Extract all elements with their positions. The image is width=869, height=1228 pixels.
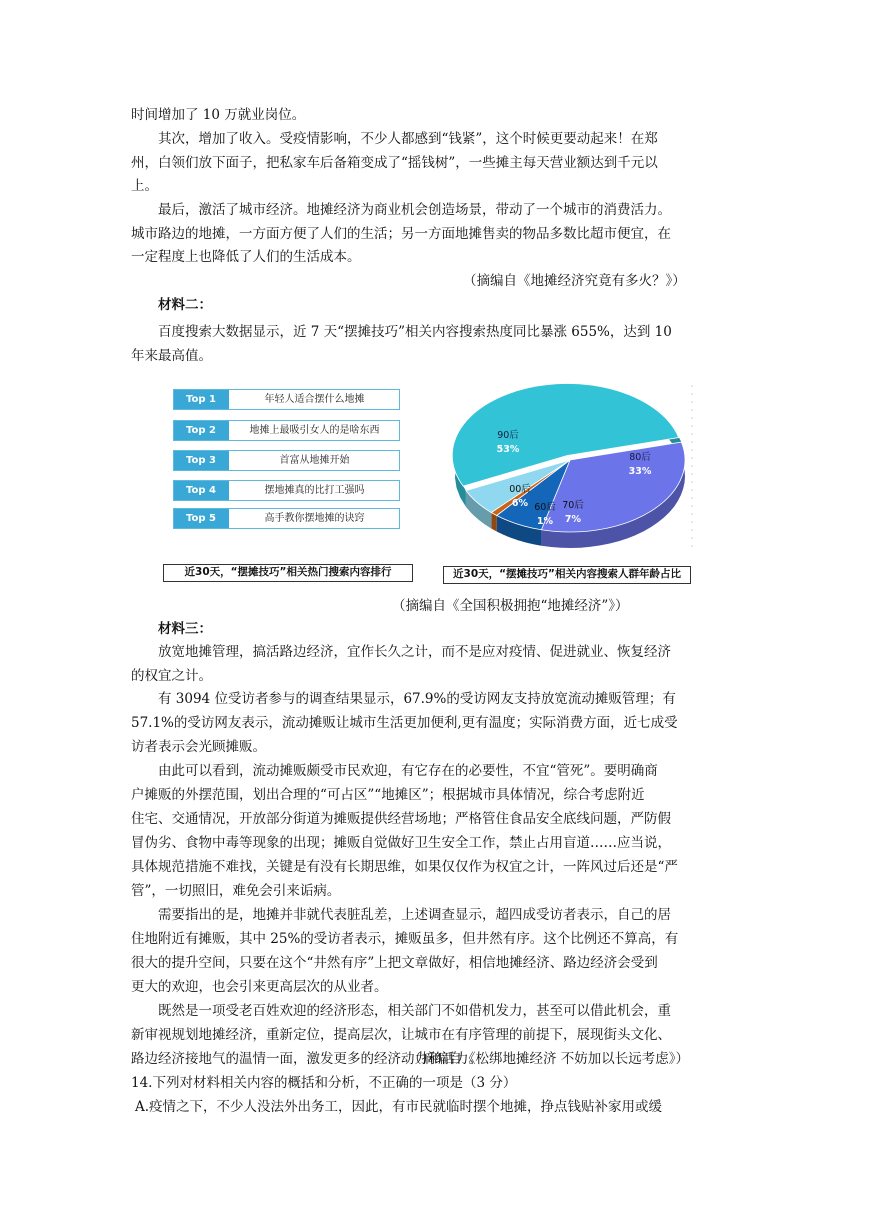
pie-value-label: 7% [564,514,582,525]
rank-text: 年轻人适合摆什么地摊 [264,394,365,405]
paragraph-line: 由此可以看到，流动摊贩颇受市民欢迎，有它存在的必要性，不宜“管死”。要明确商 [158,763,658,779]
source-citation-1: （摘编自《地摊经济究竟有多火？》） [463,273,686,289]
source-citation-3: （摘编自《松绑地摊经济 不妨加以长远考虑》） [408,1051,690,1067]
paragraph-line: 百度搜索大数据显示，近 7 天“摆摊技巧”相关内容搜索热度同比暴涨 655%，达到 10 [158,324,672,340]
age-pie-chart [440,380,700,560]
pie-category-label: 60后 [534,502,556,513]
paragraph-line: 放宽地摊管理，搞活路边经济，宜作长久之计，而不是应对疫情、促进就业、恢复经济 [158,644,671,660]
paragraph-line: 既然是一项受老百姓欢迎的经济形态，相关部门不如借机发力，甚至可以借此机会，重 [158,1003,671,1019]
paragraph-line: 有 3094 位受访者参与的调查结果显示，67.9%的受访网友支持放宽流动摊贩管理；有 [158,691,676,707]
ranking-item [173,450,400,471]
caption-left: 近30天，“摆摊技巧”相关热门搜索内容排行 [163,564,413,582]
pie-value-label: 6% [511,498,529,509]
paragraph-line: 管”，一切照旧，难免会引来诟病。 [131,883,341,899]
pie-category-label: 70后 [562,500,584,511]
paragraph-line: 住地附近有摊贩，其中 25%的受访者表示，摊贩虽多，但井然有序。这个比例还不算高，有 [131,931,679,947]
pie-value-label: 53% [496,444,520,455]
paragraph-line: 其次，增加了收入。受疫情影响，不少人都感到“钱紧”，这个时候更要动起来！在郑 [158,131,658,147]
paragraph-line: 冒伪劣、食物中毒等现象的出现；摊贩自觉做好卫生安全工作，禁止占用盲道……应当说， [131,835,671,851]
rank-text: 摆地摊真的比打工强吗 [264,485,365,496]
paragraph-line: 州，白领们放下面子，把私家车后备箱变成了“摇钱树”，一些摊主每天营业额达到千元以 [131,155,658,171]
ranking-item [173,480,400,501]
paragraph-line: 年来最高值。 [131,348,212,364]
paragraph-line: 户摊贩的外摆范围，划出合理的“可占区”“地摊区”；根据城市具体情况，综合考虑附近 [131,787,645,803]
pie-category-label: 80后 [629,452,651,463]
pie-value-label: 33% [628,466,652,477]
ranking-item [173,508,400,529]
rank-tag: Top 1 [174,390,229,409]
rank-text: 地摊上最吸引女人的是啥东西 [249,425,380,436]
paragraph-line: 访者表示会光顾摊贩。 [131,739,266,755]
paragraph-line: 更大的欢迎，也会引来更高层次的从业者。 [131,979,388,995]
pie-value-label: 1% [536,516,554,527]
paragraph-line: 最后，激活了城市经济。地摊经济为商业机会创造场景，带动了一个城市的消费活力。 [158,202,671,218]
paragraph-line: 时间增加了 10 万就业岗位。 [131,107,306,123]
paragraph-line: 新审视规划地摊经济，重新定位，提高层次，让城市在有序管理的前提下，展现街头文化、 [131,1027,671,1043]
paragraph-line: 城市路边的地摊，一方面方便了人们的生活；另一方面地摊售卖的物品多数比超市便宜，在 [131,226,671,242]
caption-right: 近30天，“摆摊技巧”相关内容搜索人群年龄占比 [443,566,691,584]
rank-tag: Top 3 [174,451,229,470]
paragraph-line: 住宅、交通情况，开放部分街道为摊贩提供经营场地；严格管住食品安全底线问题，严防假 [131,811,671,827]
rank-tag: Top 2 [174,421,229,440]
paragraph-line: 需要指出的是，地摊并非就代表脏乱差，上述调查显示，超四成受访者表示，自己的居 [158,907,671,923]
option-a: A.疫情之下，不少人没法外出务工，因此，有市民就临时摆个地摊，挣点钱贴补家用或缓 [135,1099,663,1115]
paragraph-line: 一定程度上也降低了人们的生活成本。 [131,249,361,265]
rank-tag: Top 4 [174,481,229,500]
paragraph-line: 具体规范措施不难找，关键是有没有长期思维，如果仅仅作为权宜之计，一阵风过后还是“严 [131,859,678,875]
pie-category-label: 90后 [497,430,519,441]
ranking-item [173,389,400,410]
material2-title: 材料二： [158,297,212,313]
rank-text: 首富从地摊开始 [279,455,350,466]
paragraph-line: 上。 [131,178,158,194]
paragraph-line: 路边经济接地气的温情一面，激发更多的经济动力和活力。 [131,1051,482,1067]
question-14: 14.下列对材料相关内容的概括和分析，不正确的一项是（3 分） [131,1075,517,1091]
rank-tag: Top 5 [174,509,229,528]
paragraph-line: 的权宜之计。 [131,668,212,684]
rank-text: 高手教你摆地摊的诀窍 [264,513,365,524]
paragraph-line: 很大的提升空间，只要在这个“井然有序”上把文章做好，相信地摊经济、路边经济会受到 [131,955,658,971]
paragraph-line: 57.1%的受访网友表示，流动摊贩让城市生活更加便利,更有温度；实际消费方面，近七成受 [131,715,678,731]
material3-title: 材料三： [158,621,212,637]
pie-category-label: 00后 [509,484,531,495]
ranking-item [173,420,400,441]
source-citation-2: （摘编自《全国积极拥抱“地摊经济”》） [392,598,629,614]
